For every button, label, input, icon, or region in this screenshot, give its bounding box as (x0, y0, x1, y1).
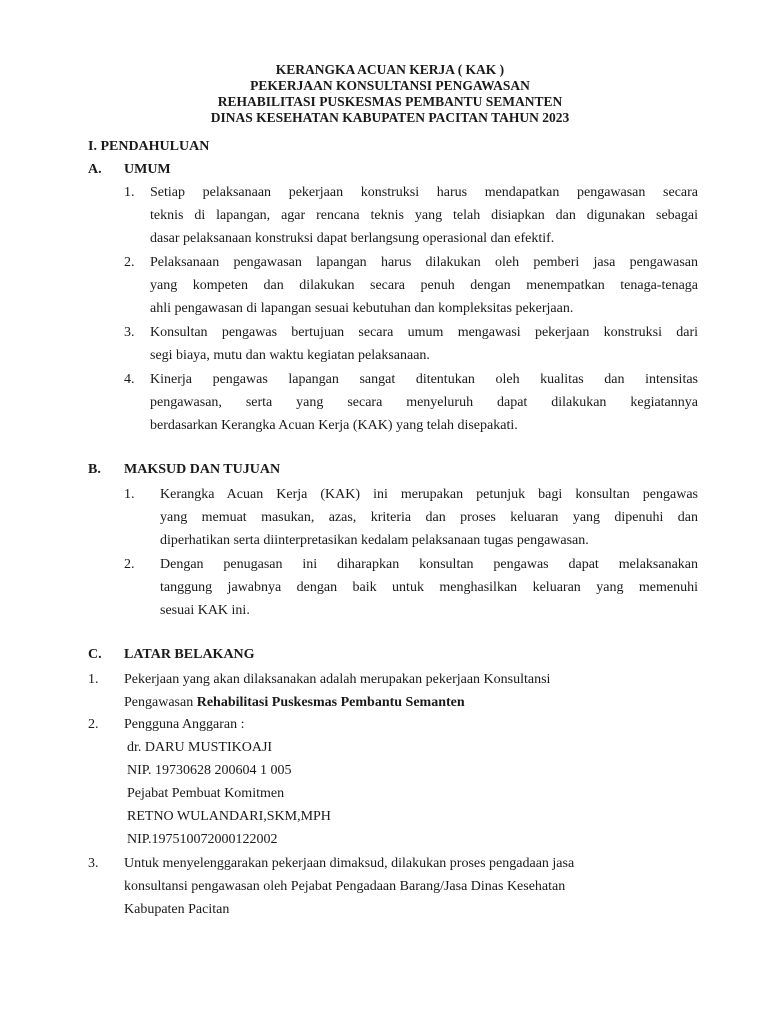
item-number: 3. (124, 325, 135, 340)
official-role: Pejabat Pembuat Komitmen (127, 786, 285, 801)
item-line: Kerangka Acuan Kerja (KAK) ini merupakan petunjuk bagi konsultan pengawas (160, 487, 698, 502)
title-line: DINAS KESEHATAN KABUPATEN PACITAN TAHUN 2023 (210, 110, 570, 125)
item-line: teknis di lapangan, agar rencana teknis yang telah disiapkan dan digunakan sebagai (150, 208, 698, 223)
list-item (124, 181, 698, 250)
item-line: segi biaya, mutu dan waktu kegiatan pelaksanaan. (150, 348, 430, 363)
chapter-heading: I. PENDAHULUAN (88, 139, 210, 154)
item-line: ahli pengawasan di lapangan sesuai kebutuhan dan kompleksitas pekerjaan. (150, 301, 574, 316)
item-line: Setiap pelaksanaan pekerjaan konstruksi harus mendapatkan pengawasan secara (150, 185, 698, 200)
document-title (0, 62, 768, 126)
official-name: dr. DARU MUSTIKOAJI (127, 740, 273, 755)
project-name: Rehabilitasi Puskesmas Pembantu Semanten (196, 695, 465, 710)
item-number: 2. (124, 557, 135, 572)
item-number: 2. (88, 717, 99, 732)
section-a-heading: UMUM (124, 162, 171, 177)
item-line (124, 691, 688, 714)
item-line: dasar pelaksanaan konstruksi dapat berlangsung operasional dan efektif. (150, 231, 555, 246)
item-line: berdasarkan Kerangka Acuan Kerja (KAK) yang telah disepakati. (150, 418, 518, 433)
section-a-letter: A. (88, 162, 102, 177)
official-name: RETNO WULANDARI,SKM,MPH (127, 809, 331, 824)
section-a-list (124, 181, 698, 438)
item-line: Konsultan pengawas bertujuan secara umum mengawasi pekerjaan konstruksi dari (150, 325, 698, 340)
item-number: 1. (88, 672, 99, 687)
title-line: PEKERJAAN KONSULTANSI PENGAWASAN (250, 78, 530, 93)
item-line: yang memuat masukan, azas, kriteria dan proses keluaran yang dipenuhi dan (160, 510, 698, 525)
section-c-item-3 (88, 852, 688, 921)
item-line: Dengan penugasan ini diharapkan konsultan pengawas dapat melaksanakan (160, 557, 698, 572)
item-line: sesuai KAK ini. (160, 603, 250, 618)
item-number: 3. (88, 856, 99, 871)
title-line: KERANGKA ACUAN KERJA ( KAK ) (275, 62, 505, 77)
item-line: yang kompeten dan dilakukan secara penuh dengan menempatkan tenaga-tenaga (150, 278, 698, 293)
section-b-list (124, 483, 698, 623)
budget-user-label: Pengguna Anggaran : (124, 717, 245, 732)
list-item (124, 483, 698, 552)
list-item (124, 321, 698, 367)
section-b-letter: B. (88, 462, 101, 477)
section-c-item-1 (88, 668, 688, 714)
item-line: Kinerja pengawas lapangan sangat ditentukan oleh kualitas dan intensitas (150, 372, 698, 387)
item-line: konsultansi pengawasan oleh Pejabat Pengadaan Barang/Jasa Dinas Kesehatan (124, 879, 566, 894)
item-line: Pelaksanaan pengawasan lapangan harus dilakukan oleh pemberi jasa pengawasan (150, 255, 698, 270)
list-item (124, 553, 698, 622)
section-c-item-2 (88, 713, 688, 851)
item-line: tanggung jawabnya dengan baik untuk menghasilkan keluaran yang memenuhi (160, 580, 698, 595)
item-number: 1. (124, 487, 135, 502)
title-line: REHABILITASI PUSKESMAS PEMBANTU SEMANTEN (217, 94, 563, 109)
item-line: Kabupaten Pacitan (124, 902, 230, 917)
item-number: 2. (124, 255, 135, 270)
item-number: 4. (124, 372, 135, 387)
item-line: Untuk menyelenggarakan pekerjaan dimaksud, dilakukan proses pengadaan jasa (124, 856, 575, 871)
list-item (124, 368, 698, 437)
section-c-heading: LATAR BELAKANG (124, 647, 255, 662)
item-line: pengawasan, serta yang secara menyeluruh dapat dilakukan kegiatannya (150, 395, 698, 410)
item-line: Pekerjaan yang akan dilaksanakan adalah merupakan pekerjaan Konsultansi (124, 672, 551, 687)
item-text: Pengawasan (124, 695, 197, 710)
section-b-heading: MAKSUD DAN TUJUAN (124, 462, 281, 477)
official-nip: NIP.197510072000122002 (127, 832, 278, 847)
item-line: diperhatikan serta diinterpretasikan kedalam pelaksanaan tugas pengawasan. (160, 533, 589, 548)
section-c-letter: C. (88, 647, 102, 662)
item-number: 1. (124, 185, 135, 200)
list-item (124, 251, 698, 320)
official-nip: NIP. 19730628 200604 1 005 (127, 763, 292, 778)
